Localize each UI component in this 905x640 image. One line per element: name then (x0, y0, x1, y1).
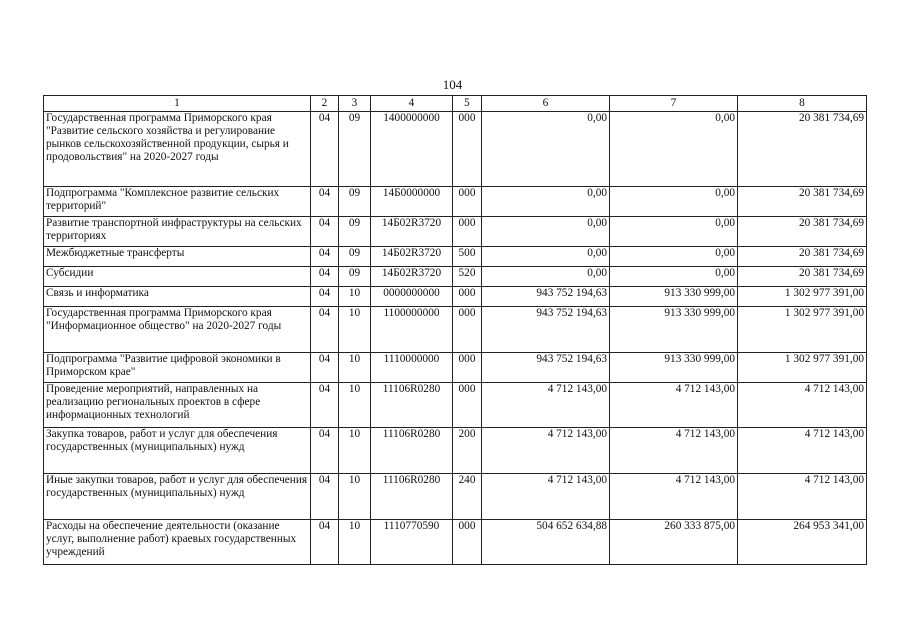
row-name: Подпрограмма "Комплексное развитие сельских территорий" (44, 187, 311, 217)
column-header: 5 (453, 96, 482, 112)
row-name: Развитие транспортной инфраструктуры на сельских территориях (44, 217, 311, 247)
row-name: Государственная программа Приморского края "Информационное общество" на 2020-2027 годы (44, 307, 311, 353)
row-amount-7: 0,00 (610, 217, 738, 247)
row-amount-8: 4 712 143,00 (738, 428, 867, 474)
row-amount-6: 943 752 194,63 (482, 307, 610, 353)
row-code-target: 14Б0000000 (371, 187, 453, 217)
row-code-subsection: 10 (339, 474, 371, 520)
row-code-target: 14Б02R3720 (371, 267, 453, 287)
row-code-subsection: 09 (339, 267, 371, 287)
row-code-subsection: 10 (339, 383, 371, 428)
row-amount-8: 264 953 341,00 (738, 520, 867, 565)
column-header: 4 (371, 96, 453, 112)
row-amount-8: 4 712 143,00 (738, 383, 867, 428)
row-name: Межбюджетные трансферты (44, 247, 311, 267)
row-name: Иные закупки товаров, работ и услуг для обеспечения государственных (муниципальных) нужд (44, 474, 311, 520)
table-row (44, 267, 867, 287)
row-amount-7: 0,00 (610, 187, 738, 217)
column-header: 3 (339, 96, 371, 112)
row-amount-7: 913 330 999,00 (610, 307, 738, 353)
row-code-subsection: 09 (339, 112, 371, 187)
row-code-type: 000 (453, 217, 482, 247)
row-amount-7: 913 330 999,00 (610, 353, 738, 383)
table-row (44, 353, 867, 383)
row-code-target: 14Б02R3720 (371, 247, 453, 267)
row-amount-8: 20 381 734,69 (738, 217, 867, 247)
row-name: Закупка товаров, работ и услуг для обеспечения государственных (муниципальных) нужд (44, 428, 311, 474)
row-code-type: 000 (453, 353, 482, 383)
row-amount-7: 4 712 143,00 (610, 383, 738, 428)
row-code-subsection: 10 (339, 428, 371, 474)
column-header: 8 (738, 96, 867, 112)
row-code-section: 04 (311, 247, 339, 267)
row-code-target: 1110000000 (371, 353, 453, 383)
table-row (44, 428, 867, 474)
row-amount-7: 913 330 999,00 (610, 287, 738, 307)
page-number: 104 (442, 77, 463, 92)
row-amount-7: 4 712 143,00 (610, 474, 738, 520)
row-amount-6: 4 712 143,00 (482, 474, 610, 520)
column-header: 2 (311, 96, 339, 112)
table-row (44, 112, 867, 187)
row-code-subsection: 10 (339, 353, 371, 383)
row-code-subsection: 09 (339, 187, 371, 217)
row-amount-8: 20 381 734,69 (738, 247, 867, 267)
row-name: Проведение мероприятий, направленных на реализацию региональных проектов в сфере информационных технологий (44, 383, 311, 428)
row-amount-8: 20 381 734,69 (738, 267, 867, 287)
row-amount-6: 0,00 (482, 267, 610, 287)
row-code-target: 11106R0280 (371, 474, 453, 520)
row-code-section: 04 (311, 187, 339, 217)
table-row (44, 474, 867, 520)
row-code-type: 000 (453, 112, 482, 187)
column-header: 1 (44, 96, 311, 112)
row-code-target: 11106R0280 (371, 383, 453, 428)
row-amount-6: 4 712 143,00 (482, 383, 610, 428)
row-code-target: 1110770590 (371, 520, 453, 565)
row-code-type: 200 (453, 428, 482, 474)
row-code-type: 000 (453, 187, 482, 217)
row-amount-7: 4 712 143,00 (610, 428, 738, 474)
column-header: 6 (482, 96, 610, 112)
row-code-section: 04 (311, 474, 339, 520)
row-amount-6: 943 752 194,63 (482, 353, 610, 383)
row-amount-8: 1 302 977 391,00 (738, 287, 867, 307)
row-amount-8: 4 712 143,00 (738, 474, 867, 520)
row-code-section: 04 (311, 217, 339, 247)
row-name: Подпрограмма "Развитие цифровой экономики в Приморском крае" (44, 353, 311, 383)
row-code-section: 04 (311, 112, 339, 187)
row-code-subsection: 10 (339, 520, 371, 565)
budget-table (43, 95, 867, 565)
row-amount-6: 0,00 (482, 112, 610, 187)
row-code-section: 04 (311, 307, 339, 353)
row-code-section: 04 (311, 520, 339, 565)
row-code-target: 11106R0280 (371, 428, 453, 474)
row-code-subsection: 10 (339, 287, 371, 307)
row-amount-8: 20 381 734,69 (738, 187, 867, 217)
row-amount-8: 20 381 734,69 (738, 112, 867, 187)
row-name: Государственная программа Приморского края "Развитие сельского хозяйства и регулирование рынков сельскохозяйственной продукции, сырья и продовольствия" на 2020-2027 годы (44, 112, 311, 187)
table-row (44, 287, 867, 307)
row-amount-7: 0,00 (610, 267, 738, 287)
row-code-subsection: 09 (339, 217, 371, 247)
table-row (44, 307, 867, 353)
row-code-type: 240 (453, 474, 482, 520)
row-amount-7: 0,00 (610, 112, 738, 187)
table-row (44, 217, 867, 247)
row-code-type: 000 (453, 307, 482, 353)
row-code-section: 04 (311, 383, 339, 428)
table-row (44, 187, 867, 217)
row-code-subsection: 09 (339, 247, 371, 267)
table-row (44, 520, 867, 565)
row-code-type: 520 (453, 267, 482, 287)
row-amount-6: 943 752 194,63 (482, 287, 610, 307)
row-amount-6: 504 652 634,88 (482, 520, 610, 565)
row-name: Субсидии (44, 267, 311, 287)
row-name: Связь и информатика (44, 287, 311, 307)
row-code-type: 000 (453, 383, 482, 428)
row-amount-6: 0,00 (482, 247, 610, 267)
table-row (44, 383, 867, 428)
row-code-section: 04 (311, 353, 339, 383)
row-amount-6: 0,00 (482, 187, 610, 217)
row-code-type: 000 (453, 520, 482, 565)
column-header: 7 (610, 96, 738, 112)
row-code-target: 1400000000 (371, 112, 453, 187)
row-code-target: 0000000000 (371, 287, 453, 307)
row-amount-7: 0,00 (610, 247, 738, 267)
row-amount-7: 260 333 875,00 (610, 520, 738, 565)
row-amount-6: 0,00 (482, 217, 610, 247)
row-code-type: 000 (453, 287, 482, 307)
row-amount-8: 1 302 977 391,00 (738, 353, 867, 383)
row-code-type: 500 (453, 247, 482, 267)
row-amount-6: 4 712 143,00 (482, 428, 610, 474)
row-code-subsection: 10 (339, 307, 371, 353)
row-code-target: 1100000000 (371, 307, 453, 353)
row-amount-8: 1 302 977 391,00 (738, 307, 867, 353)
row-name: Расходы на обеспечение деятельности (оказание услуг, выполнение работ) краевых государственных учреждений (44, 520, 311, 565)
table-header-row (44, 96, 867, 112)
row-code-section: 04 (311, 267, 339, 287)
row-code-section: 04 (311, 287, 339, 307)
row-code-target: 14Б02R3720 (371, 217, 453, 247)
table-row (44, 247, 867, 267)
row-code-section: 04 (311, 428, 339, 474)
